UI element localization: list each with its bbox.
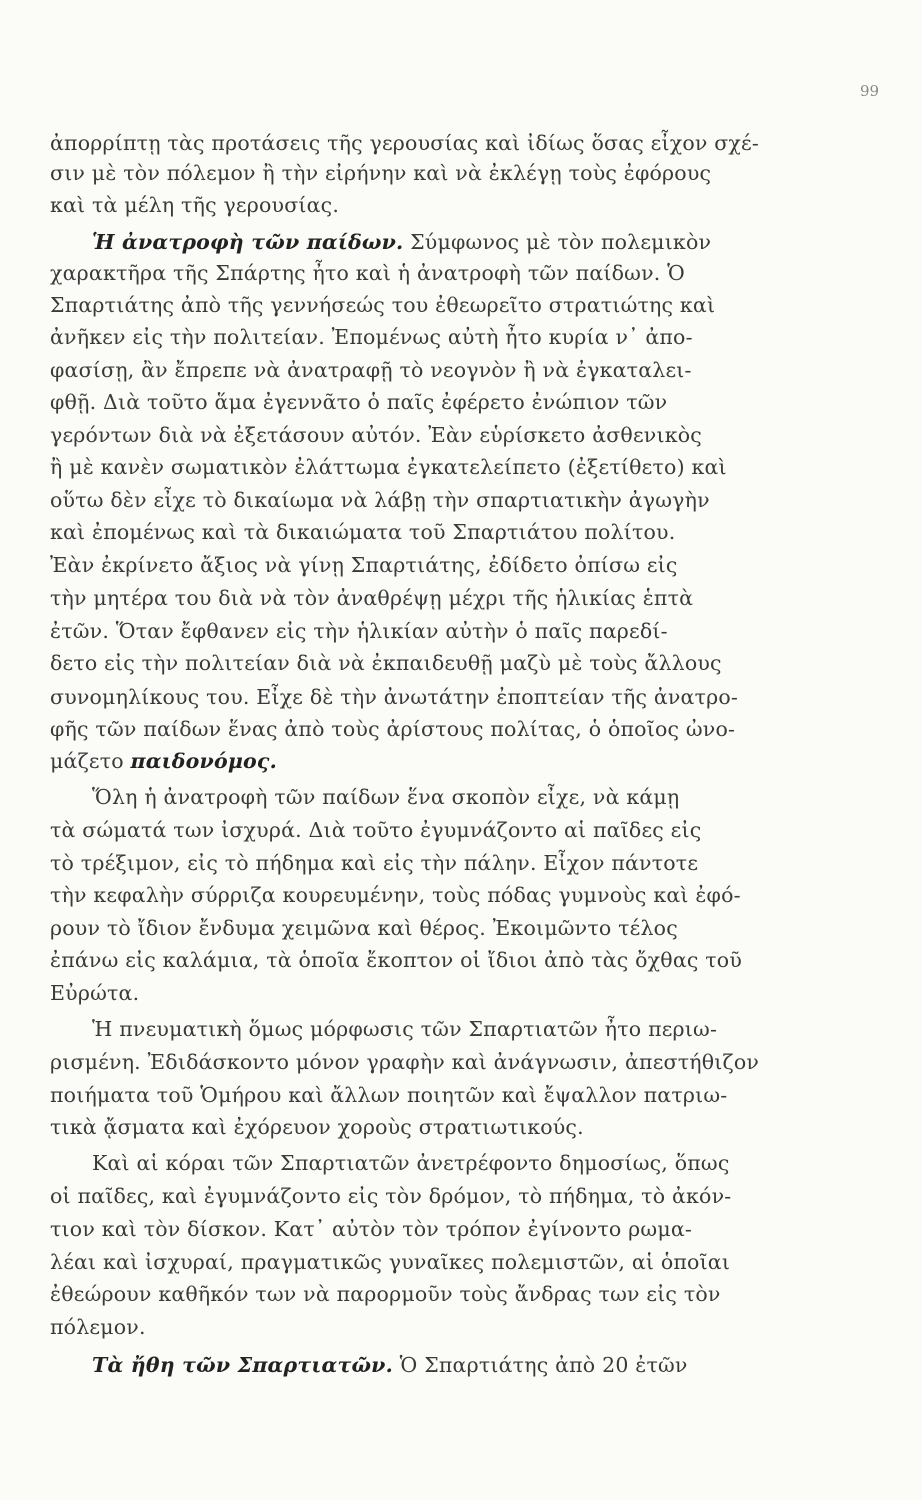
text-line: Ἡ πνευματικὴ ὅμως μόρφωσις τῶν Σπαρτιατῶν ἦτο περιω-	[92, 1017, 718, 1041]
paragraph-line	[50, 746, 762, 776]
text-span: Σύμφωνος μὲ τὸν πολεμικὸν	[410, 230, 712, 254]
text-line: γερόντων διὰ νὰ ἐξετάσουν αὐτόν. Ἐὰν εὑρίσκετο ἀσθενικὸς	[50, 423, 702, 447]
text-line: πόλεμον.	[50, 1315, 146, 1339]
text-line: φῆς τῶν παίδων ἕνας ἀπὸ τοὺς ἀρίστους πολίτας, ὁ ὁποῖος ὠνο-	[50, 717, 736, 741]
text-line: φασίσῃ, ἂν ἔπρεπε νὰ ἀνατραφῇ τὸ νεογνὸν ἢ νὰ ἐγκαταλει-	[50, 358, 692, 382]
text-line: λέαι καὶ ἰσχυραί, πραγματικῶς γυναῖκες πολεμιστῶν, αἱ ὁποῖαι	[50, 1250, 731, 1274]
text-line: Ἐὰν ἐκρίνετο ἄξιος νὰ γίνῃ Σπαρτιάτης, ἐδίδετο ὀπίσω εἰς	[50, 553, 678, 577]
text-line: καὶ ἐπομένως καὶ τὰ δικαιώματα τοῦ Σπαρτιάτου πολίτου.	[50, 520, 676, 544]
text-line: Καὶ αἱ κόραι τῶν Σπαρτιατῶν ἀνετρέφοντο δημοσίως, ὅπως	[92, 1151, 730, 1175]
text-line: τὴν μητέρα του διὰ νὰ τὸν ἀναθρέψῃ μέχρι τῆς ἡλικίας ἑπτὰ	[50, 586, 694, 610]
text-line: ἐπάνω εἰς καλάμια, τὰ ὁποῖα ἔκοπτον οἱ ἴδιοι ἀπὸ τὰς ὄχθας τοῦ	[50, 948, 743, 972]
section-heading-customs: Τὰ ἤθη τῶν Σπαρτιατῶν.	[92, 1353, 393, 1377]
text-line: χαρακτῆρα τῆς Σπάρτης ἦτο καὶ ἡ ἀνατροφὴ τῶν παίδων. Ὁ	[50, 261, 685, 285]
text-line: ποιήματα τοῦ Ὁμήρου καὶ ἄλλων ποιητῶν καὶ ἔψαλλον πατριω-	[50, 1083, 728, 1107]
term-paidonomos: παιδονόμος.	[130, 749, 277, 773]
text-line: δετο εἰς τὴν πολιτείαν διὰ νὰ ἐκπαιδευθῇ μαζὺ μὲ τοὺς ἄλλους	[50, 651, 722, 675]
section-heading-childhood: Ἡ ἀνατροφὴ τῶν παίδων.	[92, 230, 404, 254]
text-line: οὕτω δὲν εἶχε τὸ δικαίωμα νὰ λάβῃ τὴν σπαρτιατικὴν ἀγωγὴν	[50, 488, 710, 512]
text-line: ἐθεώρουν καθῆκόν των νὰ παρορμοῦν τοὺς ἄνδρας των εἰς τὸν	[50, 1282, 721, 1306]
text-line: ρισμένη. Ἐδιδάσκοντο μόνον γραφὴν καὶ ἀνάγνωσιν, ἀπεστήθιζον	[50, 1050, 760, 1074]
text-line: Ὅλη ἡ ἀνατροφὴ τῶν παίδων ἕνα σκοπὸν εἶχε, νὰ κάμῃ	[92, 785, 680, 809]
text-line: οἱ παῖδες, καὶ ἐγυμνάζοντο εἰς τὸν δρόμον, τὸ πήδημα, τὸ ἀκόν-	[50, 1184, 732, 1208]
text-line: Εὐρώτα.	[50, 981, 140, 1005]
text-line: ρουν τὸ ἴδιον ἔνδυμα χειμῶνα καὶ θέρος. Ἐκοιμῶντο τέλος	[50, 916, 678, 940]
text-line: τὴν κεφαλὴν σύρριζα κουρευμένην, τοὺς πόδας γυμνοὺς καὶ ἐφό-	[50, 883, 741, 907]
text-line: τὰ σώματά των ἰσχυρά. Διὰ τοῦτο ἐγυμνάζοντο αἱ παῖδες εἰς	[50, 818, 702, 842]
text-line: φθῇ. Διὰ τοῦτο ἅμα ἐγεννᾶτο ὁ παῖς ἐφέρετο ἐνώπιον τῶν	[50, 390, 668, 414]
text-line: Σπαρτιάτης ἀπὸ τῆς γεννήσεώς του ἐθεωρεῖτο στρατιώτης καὶ	[50, 293, 716, 317]
text-line: ἐτῶν. Ὅταν ἔφθανεν εἰς τὴν ἡλικίαν αὐτὴν ὁ παῖς παρεδί-	[50, 619, 668, 643]
text-line: ἀνῆκεν εἰς τὴν πολιτείαν. Ἐπομένως αὐτὴ ἦτο κυρία ν᾽ ἀπο-	[50, 325, 693, 349]
text-span: μάζετο	[50, 749, 124, 773]
paragraph-line	[92, 227, 762, 257]
text-line: τιον καὶ τὸν δίσκον. Κατ᾽ αὐτὸν τὸν τρόπον ἐγίνοντο ρωμα-	[50, 1217, 693, 1241]
text-line: ἀπορρίπτῃ τὰς προτάσεις τῆς γερουσίας καὶ ἰδίως ὅσας εἶχον σχέ-	[50, 131, 759, 155]
text-line: καὶ τὰ μέλη τῆς γερουσίας.	[50, 193, 340, 217]
text-line: τὸ τρέξιμον, εἰς τὸ πήδημα καὶ εἰς τὴν πάλην. Εἶχον πάντοτε	[50, 851, 699, 875]
text-line: τικὰ ᾄσματα καὶ ἐχόρευον χοροὺς στρατιωτικούς.	[50, 1115, 584, 1139]
paragraph-line	[92, 1350, 762, 1380]
text-line: σιν μὲ τὸν πόλεμον ἢ τὴν εἰρήνην καὶ νὰ ἐκλέγῃ τοὺς ἐφόρους	[50, 161, 712, 185]
text-line: συνομηλίκους του. Εἶχε δὲ τὴν ἀνωτάτην ἐποπτείαν τῆς ἀνατρο-	[50, 685, 739, 709]
text-line: ἢ μὲ κανὲν σωματικὸν ἐλάττωμα ἐγκατελείπετο (ἐξετίθετο) καὶ	[50, 455, 727, 479]
page-number: 99	[860, 82, 880, 100]
text-span: Ὁ Σπαρτιάτης ἀπὸ 20 ἐτῶν	[399, 1353, 688, 1377]
